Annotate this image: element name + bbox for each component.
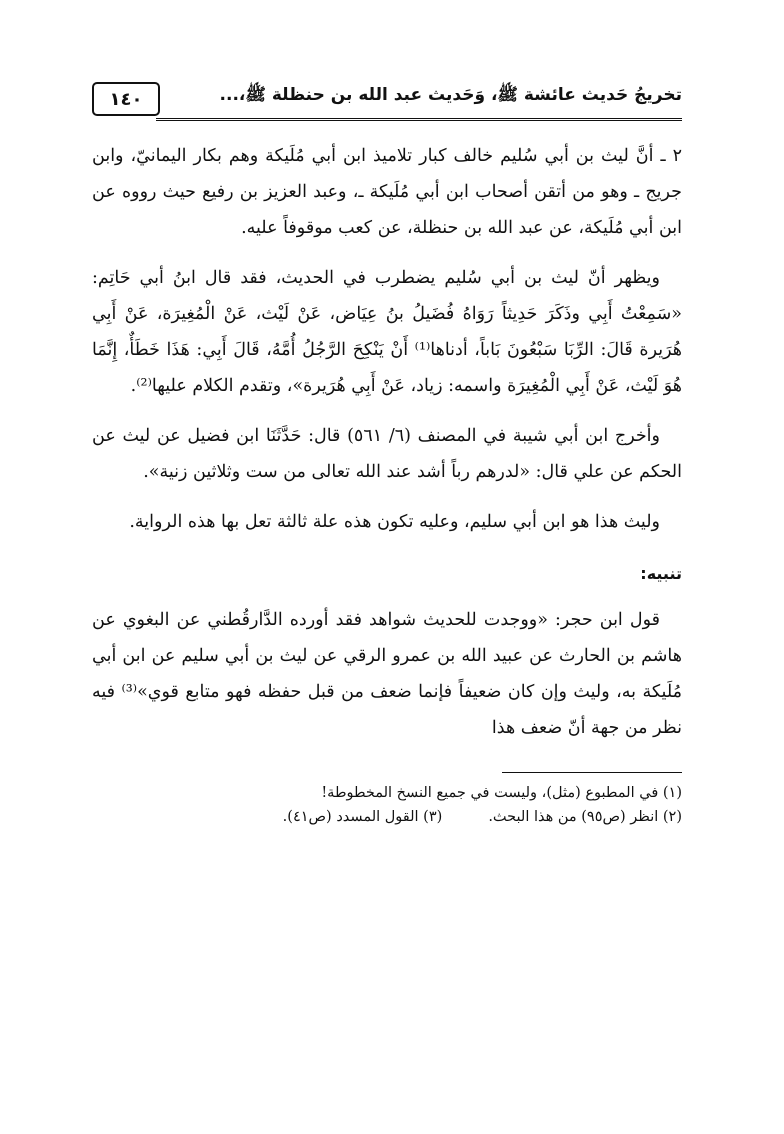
page [92,78,682,829]
note-paragraph: قول ابن حجر: «ووجدت للحديث شواهد فقد أورده الدَّارقُطني عن البغوي عن هاشم بن الحارث عن عبيد الله بن عمرو الرقي عن ليث بن أبي سليم عن ابن أبي مُلَيكة به، وليث وإن كان ضعيفاً فإنما ضعف من قبل حفظه فهو متابع قوي»⁽³⁾ فيه نظر من جهة أنّ ضعف هذا [92,610,682,738]
page-number: ١٤٠ [109,88,143,110]
footnotes [92,781,682,829]
main-text [92,138,682,746]
footnote-1: (١) في المطبوع (مثل)، وليست في جميع النسخ المخطوطة! [321,785,682,801]
footnote-3: (٣) القول المسدد (ص٤١). [282,809,443,825]
footnote-row-2 [92,805,682,829]
page-number-box [92,82,160,116]
paragraph-3: وأخرج ابن أبي شيبة في المصنف (٦/ ٥٦١) قال: حَدَّثَنَا ابن فضيل عن ليث عن الحكم عن علي قال: «لدرهم رباً أشد عند الله تعالى من ست وثلاثين زنية». [92,426,682,482]
note-heading: تنبيه: [640,564,682,583]
running-title: تخريجُ حَديث عائشة ﷺ، وَحَديث عبد الله بن حنظلة ﷺ،... [219,85,682,105]
paragraph-1: ٢ ـ أنَّ ليث بن أبي سُليم خالف كبار تلاميذ ابن أبي مُلَيكة وهم بكار اليمانيّ، وابن جريج ـ وهو من أتقن أصحاب ابن أبي مُلَيكة ـ، وعبد العزيز بن رفيع حيث رووه عن ابن أبي مُلَيكة، عن عبد الله بن حنظلة، عن كعب موقوفاً عليه. [92,146,682,238]
running-header [92,78,682,124]
footnote-separator [502,772,682,773]
paragraph-2: ويظهر أنّ ليث بن أبي سُليم يضطرب في الحديث، فقد قال ابنُ أبي حَاتِم: «سَمِعْتُ أَبِي وذَكَرَ حَدِيثاً رَوَاهُ فُضَيلُ بنُ عِيَاض، عَنْ لَيْث، عَنْ الْمُغِيرَة، عَنْ أَبِي هُرَيرة قَالَ: الرِّبَا سَبْعُونَ بَاباً، أدناها⁽¹⁾ أَنْ يَنْكِحَ الرَّجُلُ أُمَّهُ، قَالَ أَبِي: هَذَا خَطَأٌ، إِنَّمَا هُوَ لَيْث، عَنْ أَبِي الْمُغِيرَة واسمه: زياد، عَنْ أَبِي هُرَيرة»، وتقدم الكلام عليها⁽²⁾. [92,268,682,396]
footnote-2: (٢) انظر (ص٩٥) من هذا البحث. [488,809,682,825]
header-rule [156,118,682,121]
paragraph-4: وليث هذا هو ابن أبي سليم، وعليه تكون هذه علة ثالثة تعل بها هذه الرواية. [129,512,660,532]
